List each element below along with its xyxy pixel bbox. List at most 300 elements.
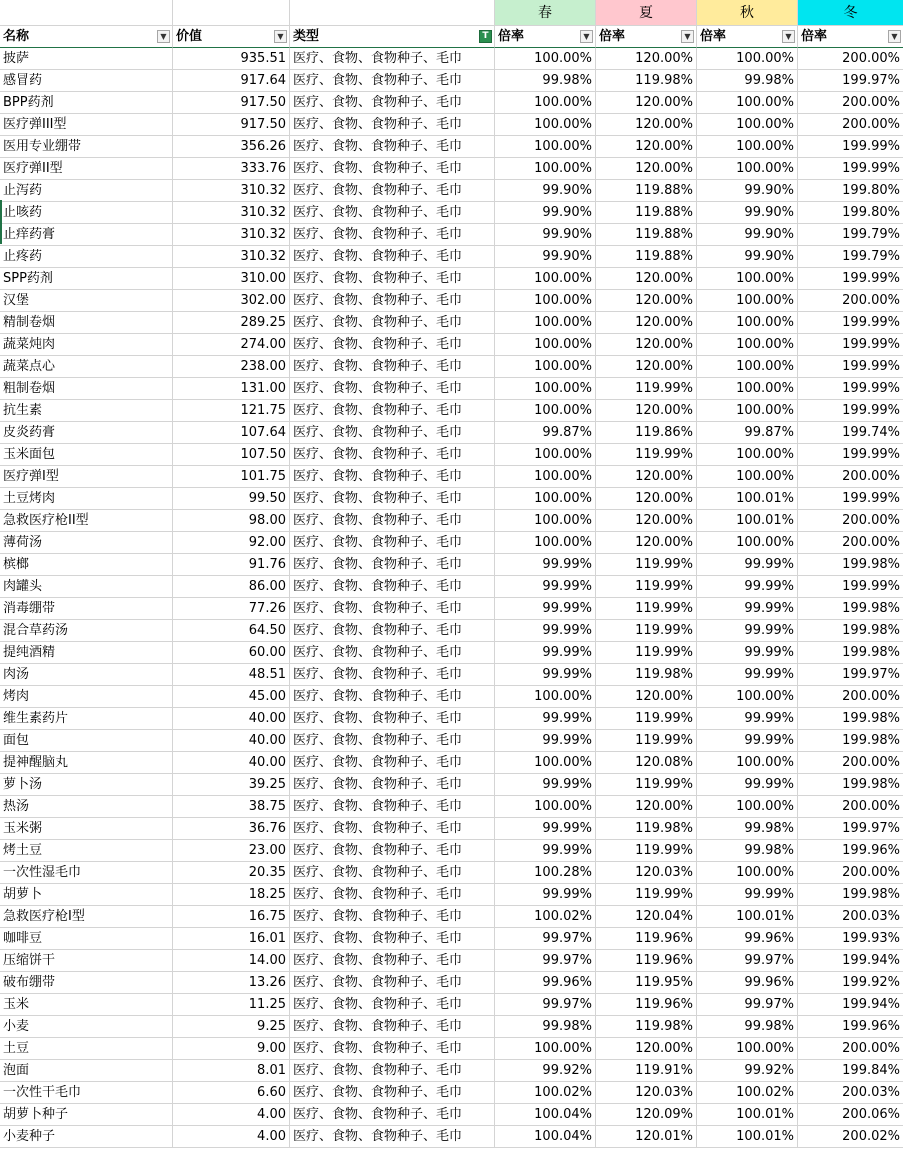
rate-winter-cell[interactable]: 199.74% [798,422,903,444]
rate-autumn-cell[interactable]: 99.92% [697,1060,798,1082]
rate-summer-cell[interactable]: 120.00% [596,114,697,136]
value-cell[interactable]: 20.35 [173,862,290,884]
rate-spring-cell[interactable]: 100.00% [495,510,596,532]
rate-winter-cell[interactable]: 200.00% [798,466,903,488]
rate-summer-cell[interactable]: 119.99% [596,576,697,598]
rate-summer-cell[interactable]: 120.00% [596,312,697,334]
rate-spring-cell[interactable]: 99.97% [495,994,596,1016]
rate-autumn-cell[interactable]: 100.01% [697,488,798,510]
rate-winter-cell[interactable]: 199.99% [798,378,903,400]
rate-summer-cell[interactable]: 120.03% [596,862,697,884]
type-cell[interactable]: 医疗、食物、食物种子、毛巾 [290,664,495,686]
rate-autumn-cell[interactable]: 100.00% [697,158,798,180]
rate-autumn-cell[interactable]: 100.00% [697,1038,798,1060]
name-cell[interactable]: 薄荷汤 [0,532,173,554]
rate-spring-cell[interactable]: 100.00% [495,114,596,136]
season-cell-summer[interactable]: 夏 [596,0,697,26]
rate-autumn-cell[interactable]: 99.87% [697,422,798,444]
type-cell[interactable]: 医疗、食物、食物种子、毛巾 [290,972,495,994]
name-cell[interactable]: 维生素药片 [0,708,173,730]
rate-summer-cell[interactable]: 119.91% [596,1060,697,1082]
name-cell[interactable]: 胡萝卜 [0,884,173,906]
type-cell[interactable]: 医疗、食物、食物种子、毛巾 [290,774,495,796]
rate-autumn-cell[interactable]: 100.02% [697,1082,798,1104]
rate-winter-cell[interactable]: 199.93% [798,928,903,950]
rate-summer-cell[interactable]: 119.99% [596,708,697,730]
rate-winter-cell[interactable]: 199.98% [798,884,903,906]
rate-summer-cell[interactable]: 120.00% [596,1038,697,1060]
filter-funnel-icon[interactable]: T [479,30,492,43]
rate-winter-cell[interactable]: 199.99% [798,488,903,510]
rate-summer-cell[interactable]: 120.00% [596,686,697,708]
rate-summer-cell[interactable]: 119.99% [596,444,697,466]
rate-summer-cell[interactable]: 120.00% [596,290,697,312]
type-cell[interactable]: 医疗、食物、食物种子、毛巾 [290,1104,495,1126]
value-cell[interactable]: 36.76 [173,818,290,840]
name-cell[interactable]: 皮炎药膏 [0,422,173,444]
rate-autumn-cell[interactable]: 100.00% [697,752,798,774]
rate-spring-cell[interactable]: 99.99% [495,598,596,620]
value-cell[interactable]: 40.00 [173,730,290,752]
rate-autumn-cell[interactable]: 100.00% [697,48,798,70]
rate-winter-cell[interactable]: 200.00% [798,48,903,70]
rate-autumn-cell[interactable]: 99.90% [697,246,798,268]
rate-summer-cell[interactable]: 119.99% [596,378,697,400]
rate-winter-cell[interactable]: 199.99% [798,334,903,356]
rate-spring-cell[interactable]: 99.99% [495,730,596,752]
rate-summer-cell[interactable]: 119.99% [596,554,697,576]
value-cell[interactable]: 86.00 [173,576,290,598]
rate-summer-cell[interactable]: 120.00% [596,356,697,378]
type-cell[interactable]: 医疗、食物、食物种子、毛巾 [290,554,495,576]
type-cell[interactable]: 医疗、食物、食物种子、毛巾 [290,906,495,928]
rate-spring-cell[interactable]: 99.98% [495,1016,596,1038]
rate-spring-cell[interactable]: 99.99% [495,840,596,862]
type-cell[interactable]: 医疗、食物、食物种子、毛巾 [290,598,495,620]
type-cell[interactable]: 医疗、食物、食物种子、毛巾 [290,1082,495,1104]
rate-autumn-cell[interactable]: 99.99% [697,576,798,598]
rate-spring-cell[interactable]: 100.00% [495,92,596,114]
type-cell[interactable]: 医疗、食物、食物种子、毛巾 [290,686,495,708]
type-cell[interactable]: 医疗、食物、食物种子、毛巾 [290,884,495,906]
rate-spring-cell[interactable]: 99.99% [495,642,596,664]
rate-autumn-cell[interactable]: 99.98% [697,70,798,92]
rate-summer-cell[interactable]: 119.86% [596,422,697,444]
season-blank-cell[interactable] [173,0,290,26]
rate-winter-cell[interactable]: 200.00% [798,510,903,532]
rate-spring-cell[interactable]: 100.00% [495,400,596,422]
dropdown-arrow-icon[interactable]: ▼ [681,30,694,43]
rate-summer-cell[interactable]: 119.96% [596,950,697,972]
rate-winter-cell[interactable]: 200.00% [798,92,903,114]
header-value[interactable]: 价值 ▼ [173,26,290,48]
rate-autumn-cell[interactable]: 99.99% [697,620,798,642]
value-cell[interactable]: 9.25 [173,1016,290,1038]
value-cell[interactable]: 4.00 [173,1104,290,1126]
value-cell[interactable]: 16.75 [173,906,290,928]
rate-summer-cell[interactable]: 120.04% [596,906,697,928]
type-cell[interactable]: 医疗、食物、食物种子、毛巾 [290,796,495,818]
rate-summer-cell[interactable]: 119.99% [596,642,697,664]
rate-spring-cell[interactable]: 99.99% [495,554,596,576]
rate-summer-cell[interactable]: 120.00% [596,796,697,818]
name-cell[interactable]: 烤土豆 [0,840,173,862]
rate-spring-cell[interactable]: 100.00% [495,378,596,400]
type-cell[interactable]: 医疗、食物、食物种子、毛巾 [290,180,495,202]
name-cell[interactable]: 烤肉 [0,686,173,708]
value-cell[interactable]: 45.00 [173,686,290,708]
season-cell-autumn[interactable]: 秋 [697,0,798,26]
rate-winter-cell[interactable]: 199.98% [798,554,903,576]
name-cell[interactable]: 土豆烤肉 [0,488,173,510]
rate-summer-cell[interactable]: 120.01% [596,1126,697,1148]
name-cell[interactable]: 精制卷烟 [0,312,173,334]
rate-spring-cell[interactable]: 100.04% [495,1104,596,1126]
rate-winter-cell[interactable]: 199.98% [798,620,903,642]
rate-winter-cell[interactable]: 199.94% [798,950,903,972]
value-cell[interactable]: 274.00 [173,334,290,356]
name-cell[interactable]: 医疗弹II型 [0,158,173,180]
header-name[interactable]: 名称 ▼ [0,26,173,48]
rate-winter-cell[interactable]: 199.98% [798,708,903,730]
rate-winter-cell[interactable]: 199.99% [798,268,903,290]
type-cell[interactable]: 医疗、食物、食物种子、毛巾 [290,48,495,70]
value-cell[interactable]: 302.00 [173,290,290,312]
rate-summer-cell[interactable]: 119.98% [596,1016,697,1038]
rate-spring-cell[interactable]: 100.00% [495,488,596,510]
type-cell[interactable]: 医疗、食物、食物种子、毛巾 [290,224,495,246]
type-cell[interactable]: 医疗、食物、食物种子、毛巾 [290,994,495,1016]
name-cell[interactable]: 肉罐头 [0,576,173,598]
rate-autumn-cell[interactable]: 99.97% [697,950,798,972]
name-cell[interactable]: 玉米 [0,994,173,1016]
header-rate-winter[interactable]: 倍率 ▼ [798,26,903,48]
type-cell[interactable]: 医疗、食物、食物种子、毛巾 [290,862,495,884]
season-cell-spring[interactable]: 春 [495,0,596,26]
dropdown-arrow-icon[interactable]: ▼ [274,30,287,43]
value-cell[interactable]: 6.60 [173,1082,290,1104]
rate-spring-cell[interactable]: 100.00% [495,466,596,488]
type-cell[interactable]: 医疗、食物、食物种子、毛巾 [290,400,495,422]
value-cell[interactable]: 11.25 [173,994,290,1016]
name-cell[interactable]: 止泻药 [0,180,173,202]
rate-spring-cell[interactable]: 100.00% [495,158,596,180]
rate-summer-cell[interactable]: 119.99% [596,730,697,752]
rate-autumn-cell[interactable]: 100.00% [697,862,798,884]
rate-winter-cell[interactable]: 199.92% [798,972,903,994]
rate-spring-cell[interactable]: 100.00% [495,752,596,774]
rate-winter-cell[interactable]: 199.99% [798,356,903,378]
rate-summer-cell[interactable]: 120.00% [596,158,697,180]
value-cell[interactable]: 91.76 [173,554,290,576]
rate-winter-cell[interactable]: 200.00% [798,290,903,312]
type-cell[interactable]: 医疗、食物、食物种子、毛巾 [290,378,495,400]
type-cell[interactable]: 医疗、食物、食物种子、毛巾 [290,444,495,466]
type-cell[interactable]: 医疗、食物、食物种子、毛巾 [290,1038,495,1060]
rate-autumn-cell[interactable]: 99.99% [697,884,798,906]
rate-autumn-cell[interactable]: 100.00% [697,290,798,312]
type-cell[interactable]: 医疗、食物、食物种子、毛巾 [290,466,495,488]
rate-summer-cell[interactable]: 120.00% [596,532,697,554]
header-type[interactable]: 类型 T [290,26,495,48]
rate-winter-cell[interactable]: 199.84% [798,1060,903,1082]
value-cell[interactable]: 238.00 [173,356,290,378]
name-cell[interactable]: 萝卜汤 [0,774,173,796]
rate-spring-cell[interactable]: 99.96% [495,972,596,994]
rate-winter-cell[interactable]: 199.80% [798,180,903,202]
season-cell-winter[interactable]: 冬 [798,0,903,26]
name-cell[interactable]: 一次性干毛巾 [0,1082,173,1104]
value-cell[interactable]: 23.00 [173,840,290,862]
rate-autumn-cell[interactable]: 99.99% [697,554,798,576]
rate-winter-cell[interactable]: 200.03% [798,906,903,928]
rate-summer-cell[interactable]: 120.00% [596,48,697,70]
rate-autumn-cell[interactable]: 99.99% [697,664,798,686]
type-cell[interactable]: 医疗、食物、食物种子、毛巾 [290,114,495,136]
rate-autumn-cell[interactable]: 99.90% [697,224,798,246]
rate-spring-cell[interactable]: 99.99% [495,708,596,730]
dropdown-arrow-icon[interactable]: ▼ [782,30,795,43]
name-cell[interactable]: 提神醒脑丸 [0,752,173,774]
rate-winter-cell[interactable]: 199.96% [798,1016,903,1038]
rate-winter-cell[interactable]: 200.00% [798,1038,903,1060]
value-cell[interactable]: 289.25 [173,312,290,334]
rate-winter-cell[interactable]: 200.00% [798,114,903,136]
rate-summer-cell[interactable]: 120.00% [596,334,697,356]
rate-autumn-cell[interactable]: 100.00% [697,796,798,818]
rate-spring-cell[interactable]: 100.00% [495,1038,596,1060]
rate-summer-cell[interactable]: 119.96% [596,994,697,1016]
name-cell[interactable]: 粗制卷烟 [0,378,173,400]
value-cell[interactable]: 310.32 [173,202,290,224]
name-cell[interactable]: 土豆 [0,1038,173,1060]
rate-winter-cell[interactable]: 199.99% [798,400,903,422]
type-cell[interactable]: 医疗、食物、食物种子、毛巾 [290,290,495,312]
rate-autumn-cell[interactable]: 99.96% [697,972,798,994]
rate-autumn-cell[interactable]: 99.99% [697,708,798,730]
rate-summer-cell[interactable]: 119.95% [596,972,697,994]
name-cell[interactable]: 热汤 [0,796,173,818]
rate-spring-cell[interactable]: 100.00% [495,290,596,312]
rate-summer-cell[interactable]: 119.88% [596,202,697,224]
type-cell[interactable]: 医疗、食物、食物种子、毛巾 [290,70,495,92]
type-cell[interactable]: 医疗、食物、食物种子、毛巾 [290,576,495,598]
name-cell[interactable]: 一次性湿毛巾 [0,862,173,884]
name-cell[interactable]: 玉米面包 [0,444,173,466]
season-blank-cell[interactable] [0,0,173,26]
rate-autumn-cell[interactable]: 99.90% [697,202,798,224]
dropdown-arrow-icon[interactable]: ▼ [157,30,170,43]
name-cell[interactable]: 披萨 [0,48,173,70]
value-cell[interactable]: 99.50 [173,488,290,510]
rate-winter-cell[interactable]: 200.02% [798,1126,903,1148]
name-cell[interactable]: 蔬菜点心 [0,356,173,378]
value-cell[interactable]: 60.00 [173,642,290,664]
rate-autumn-cell[interactable]: 100.00% [697,356,798,378]
rate-spring-cell[interactable]: 99.99% [495,774,596,796]
rate-winter-cell[interactable]: 199.80% [798,202,903,224]
rate-spring-cell[interactable]: 100.02% [495,1082,596,1104]
rate-summer-cell[interactable]: 120.00% [596,488,697,510]
rate-summer-cell[interactable]: 119.99% [596,884,697,906]
rate-summer-cell[interactable]: 120.08% [596,752,697,774]
value-cell[interactable]: 9.00 [173,1038,290,1060]
rate-winter-cell[interactable]: 199.79% [798,224,903,246]
rate-spring-cell[interactable]: 100.00% [495,48,596,70]
value-cell[interactable]: 310.00 [173,268,290,290]
value-cell[interactable]: 13.26 [173,972,290,994]
rate-spring-cell[interactable]: 100.04% [495,1126,596,1148]
rate-spring-cell[interactable]: 99.97% [495,950,596,972]
rate-spring-cell[interactable]: 99.90% [495,180,596,202]
rate-autumn-cell[interactable]: 100.00% [697,444,798,466]
rate-spring-cell[interactable]: 100.00% [495,334,596,356]
type-cell[interactable]: 医疗、食物、食物种子、毛巾 [290,136,495,158]
rate-winter-cell[interactable]: 199.94% [798,994,903,1016]
rate-winter-cell[interactable]: 199.99% [798,312,903,334]
rate-spring-cell[interactable]: 100.00% [495,532,596,554]
rate-autumn-cell[interactable]: 100.00% [697,532,798,554]
rate-autumn-cell[interactable]: 100.00% [697,400,798,422]
header-rate-autumn[interactable]: 倍率 ▼ [697,26,798,48]
type-cell[interactable]: 医疗、食物、食物种子、毛巾 [290,928,495,950]
rate-spring-cell[interactable]: 99.97% [495,928,596,950]
type-cell[interactable]: 医疗、食物、食物种子、毛巾 [290,92,495,114]
rate-autumn-cell[interactable]: 99.99% [697,730,798,752]
rate-spring-cell[interactable]: 99.99% [495,620,596,642]
rate-spring-cell[interactable]: 99.98% [495,70,596,92]
rate-spring-cell[interactable]: 99.99% [495,576,596,598]
value-cell[interactable]: 40.00 [173,708,290,730]
rate-autumn-cell[interactable]: 100.00% [697,334,798,356]
rate-autumn-cell[interactable]: 100.00% [697,312,798,334]
rate-spring-cell[interactable]: 100.00% [495,312,596,334]
value-cell[interactable]: 917.64 [173,70,290,92]
rate-autumn-cell[interactable]: 100.00% [697,686,798,708]
rate-spring-cell[interactable]: 99.99% [495,664,596,686]
rate-autumn-cell[interactable]: 99.99% [697,598,798,620]
name-cell[interactable]: 提纯酒精 [0,642,173,664]
name-cell[interactable]: SPP药剂 [0,268,173,290]
rate-spring-cell[interactable]: 99.99% [495,884,596,906]
name-cell[interactable]: 止痒药膏 [0,224,173,246]
type-cell[interactable]: 医疗、食物、食物种子、毛巾 [290,334,495,356]
name-cell[interactable]: 止咳药 [0,202,173,224]
name-cell[interactable]: 胡萝卜种子 [0,1104,173,1126]
rate-winter-cell[interactable]: 200.00% [798,796,903,818]
value-cell[interactable]: 98.00 [173,510,290,532]
type-cell[interactable]: 医疗、食物、食物种子、毛巾 [290,158,495,180]
type-cell[interactable]: 医疗、食物、食物种子、毛巾 [290,730,495,752]
rate-winter-cell[interactable]: 200.00% [798,532,903,554]
rate-winter-cell[interactable]: 200.03% [798,1082,903,1104]
rate-autumn-cell[interactable]: 99.99% [697,774,798,796]
rate-summer-cell[interactable]: 120.00% [596,136,697,158]
value-cell[interactable]: 14.00 [173,950,290,972]
name-cell[interactable]: 槟榔 [0,554,173,576]
type-cell[interactable]: 医疗、食物、食物种子、毛巾 [290,246,495,268]
value-cell[interactable]: 77.26 [173,598,290,620]
type-cell[interactable]: 医疗、食物、食物种子、毛巾 [290,510,495,532]
rate-spring-cell[interactable]: 100.00% [495,356,596,378]
rate-winter-cell[interactable]: 199.97% [798,70,903,92]
name-cell[interactable]: 压缩饼干 [0,950,173,972]
name-cell[interactable]: 急救医疗枪II型 [0,510,173,532]
rate-spring-cell[interactable]: 100.28% [495,862,596,884]
rate-summer-cell[interactable]: 120.00% [596,400,697,422]
type-cell[interactable]: 医疗、食物、食物种子、毛巾 [290,840,495,862]
name-cell[interactable]: 小麦种子 [0,1126,173,1148]
type-cell[interactable]: 医疗、食物、食物种子、毛巾 [290,422,495,444]
rate-spring-cell[interactable]: 99.90% [495,224,596,246]
rate-winter-cell[interactable]: 200.00% [798,752,903,774]
header-rate-summer[interactable]: 倍率 ▼ [596,26,697,48]
rate-summer-cell[interactable]: 120.00% [596,92,697,114]
name-cell[interactable]: 急救医疗枪I型 [0,906,173,928]
value-cell[interactable]: 101.75 [173,466,290,488]
rate-spring-cell[interactable]: 100.00% [495,686,596,708]
rate-summer-cell[interactable]: 119.98% [596,664,697,686]
rate-autumn-cell[interactable]: 99.96% [697,928,798,950]
rate-winter-cell[interactable]: 199.98% [798,598,903,620]
rate-autumn-cell[interactable]: 99.97% [697,994,798,1016]
rate-winter-cell[interactable]: 199.96% [798,840,903,862]
rate-autumn-cell[interactable]: 99.99% [697,642,798,664]
name-cell[interactable]: 小麦 [0,1016,173,1038]
rate-summer-cell[interactable]: 119.99% [596,774,697,796]
value-cell[interactable]: 39.25 [173,774,290,796]
type-cell[interactable]: 医疗、食物、食物种子、毛巾 [290,1126,495,1148]
value-cell[interactable]: 356.26 [173,136,290,158]
rate-spring-cell[interactable]: 100.00% [495,796,596,818]
value-cell[interactable]: 38.75 [173,796,290,818]
rate-winter-cell[interactable]: 199.98% [798,642,903,664]
name-cell[interactable]: BPP药剂 [0,92,173,114]
rate-summer-cell[interactable]: 119.99% [596,840,697,862]
value-cell[interactable]: 107.64 [173,422,290,444]
type-cell[interactable]: 医疗、食物、食物种子、毛巾 [290,312,495,334]
rate-autumn-cell[interactable]: 100.01% [697,510,798,532]
type-cell[interactable]: 医疗、食物、食物种子、毛巾 [290,818,495,840]
rate-summer-cell[interactable]: 119.96% [596,928,697,950]
value-cell[interactable]: 131.00 [173,378,290,400]
type-cell[interactable]: 医疗、食物、食物种子、毛巾 [290,708,495,730]
type-cell[interactable]: 医疗、食物、食物种子、毛巾 [290,202,495,224]
rate-summer-cell[interactable]: 120.03% [596,1082,697,1104]
rate-autumn-cell[interactable]: 100.00% [697,92,798,114]
type-cell[interactable]: 医疗、食物、食物种子、毛巾 [290,356,495,378]
type-cell[interactable]: 医疗、食物、食物种子、毛巾 [290,1016,495,1038]
rate-summer-cell[interactable]: 120.00% [596,466,697,488]
name-cell[interactable]: 抗生素 [0,400,173,422]
season-blank-cell[interactable] [290,0,495,26]
name-cell[interactable]: 咖啡豆 [0,928,173,950]
rate-summer-cell[interactable]: 119.88% [596,224,697,246]
rate-winter-cell[interactable]: 199.97% [798,818,903,840]
type-cell[interactable]: 医疗、食物、食物种子、毛巾 [290,752,495,774]
value-cell[interactable]: 310.32 [173,224,290,246]
name-cell[interactable]: 感冒药 [0,70,173,92]
rate-spring-cell[interactable]: 100.00% [495,268,596,290]
name-cell[interactable]: 破布绷带 [0,972,173,994]
value-cell[interactable]: 48.51 [173,664,290,686]
rate-winter-cell[interactable]: 200.00% [798,686,903,708]
name-cell[interactable]: 玉米粥 [0,818,173,840]
rate-winter-cell[interactable]: 200.06% [798,1104,903,1126]
type-cell[interactable]: 医疗、食物、食物种子、毛巾 [290,532,495,554]
value-cell[interactable]: 917.50 [173,114,290,136]
dropdown-arrow-icon[interactable]: ▼ [580,30,593,43]
